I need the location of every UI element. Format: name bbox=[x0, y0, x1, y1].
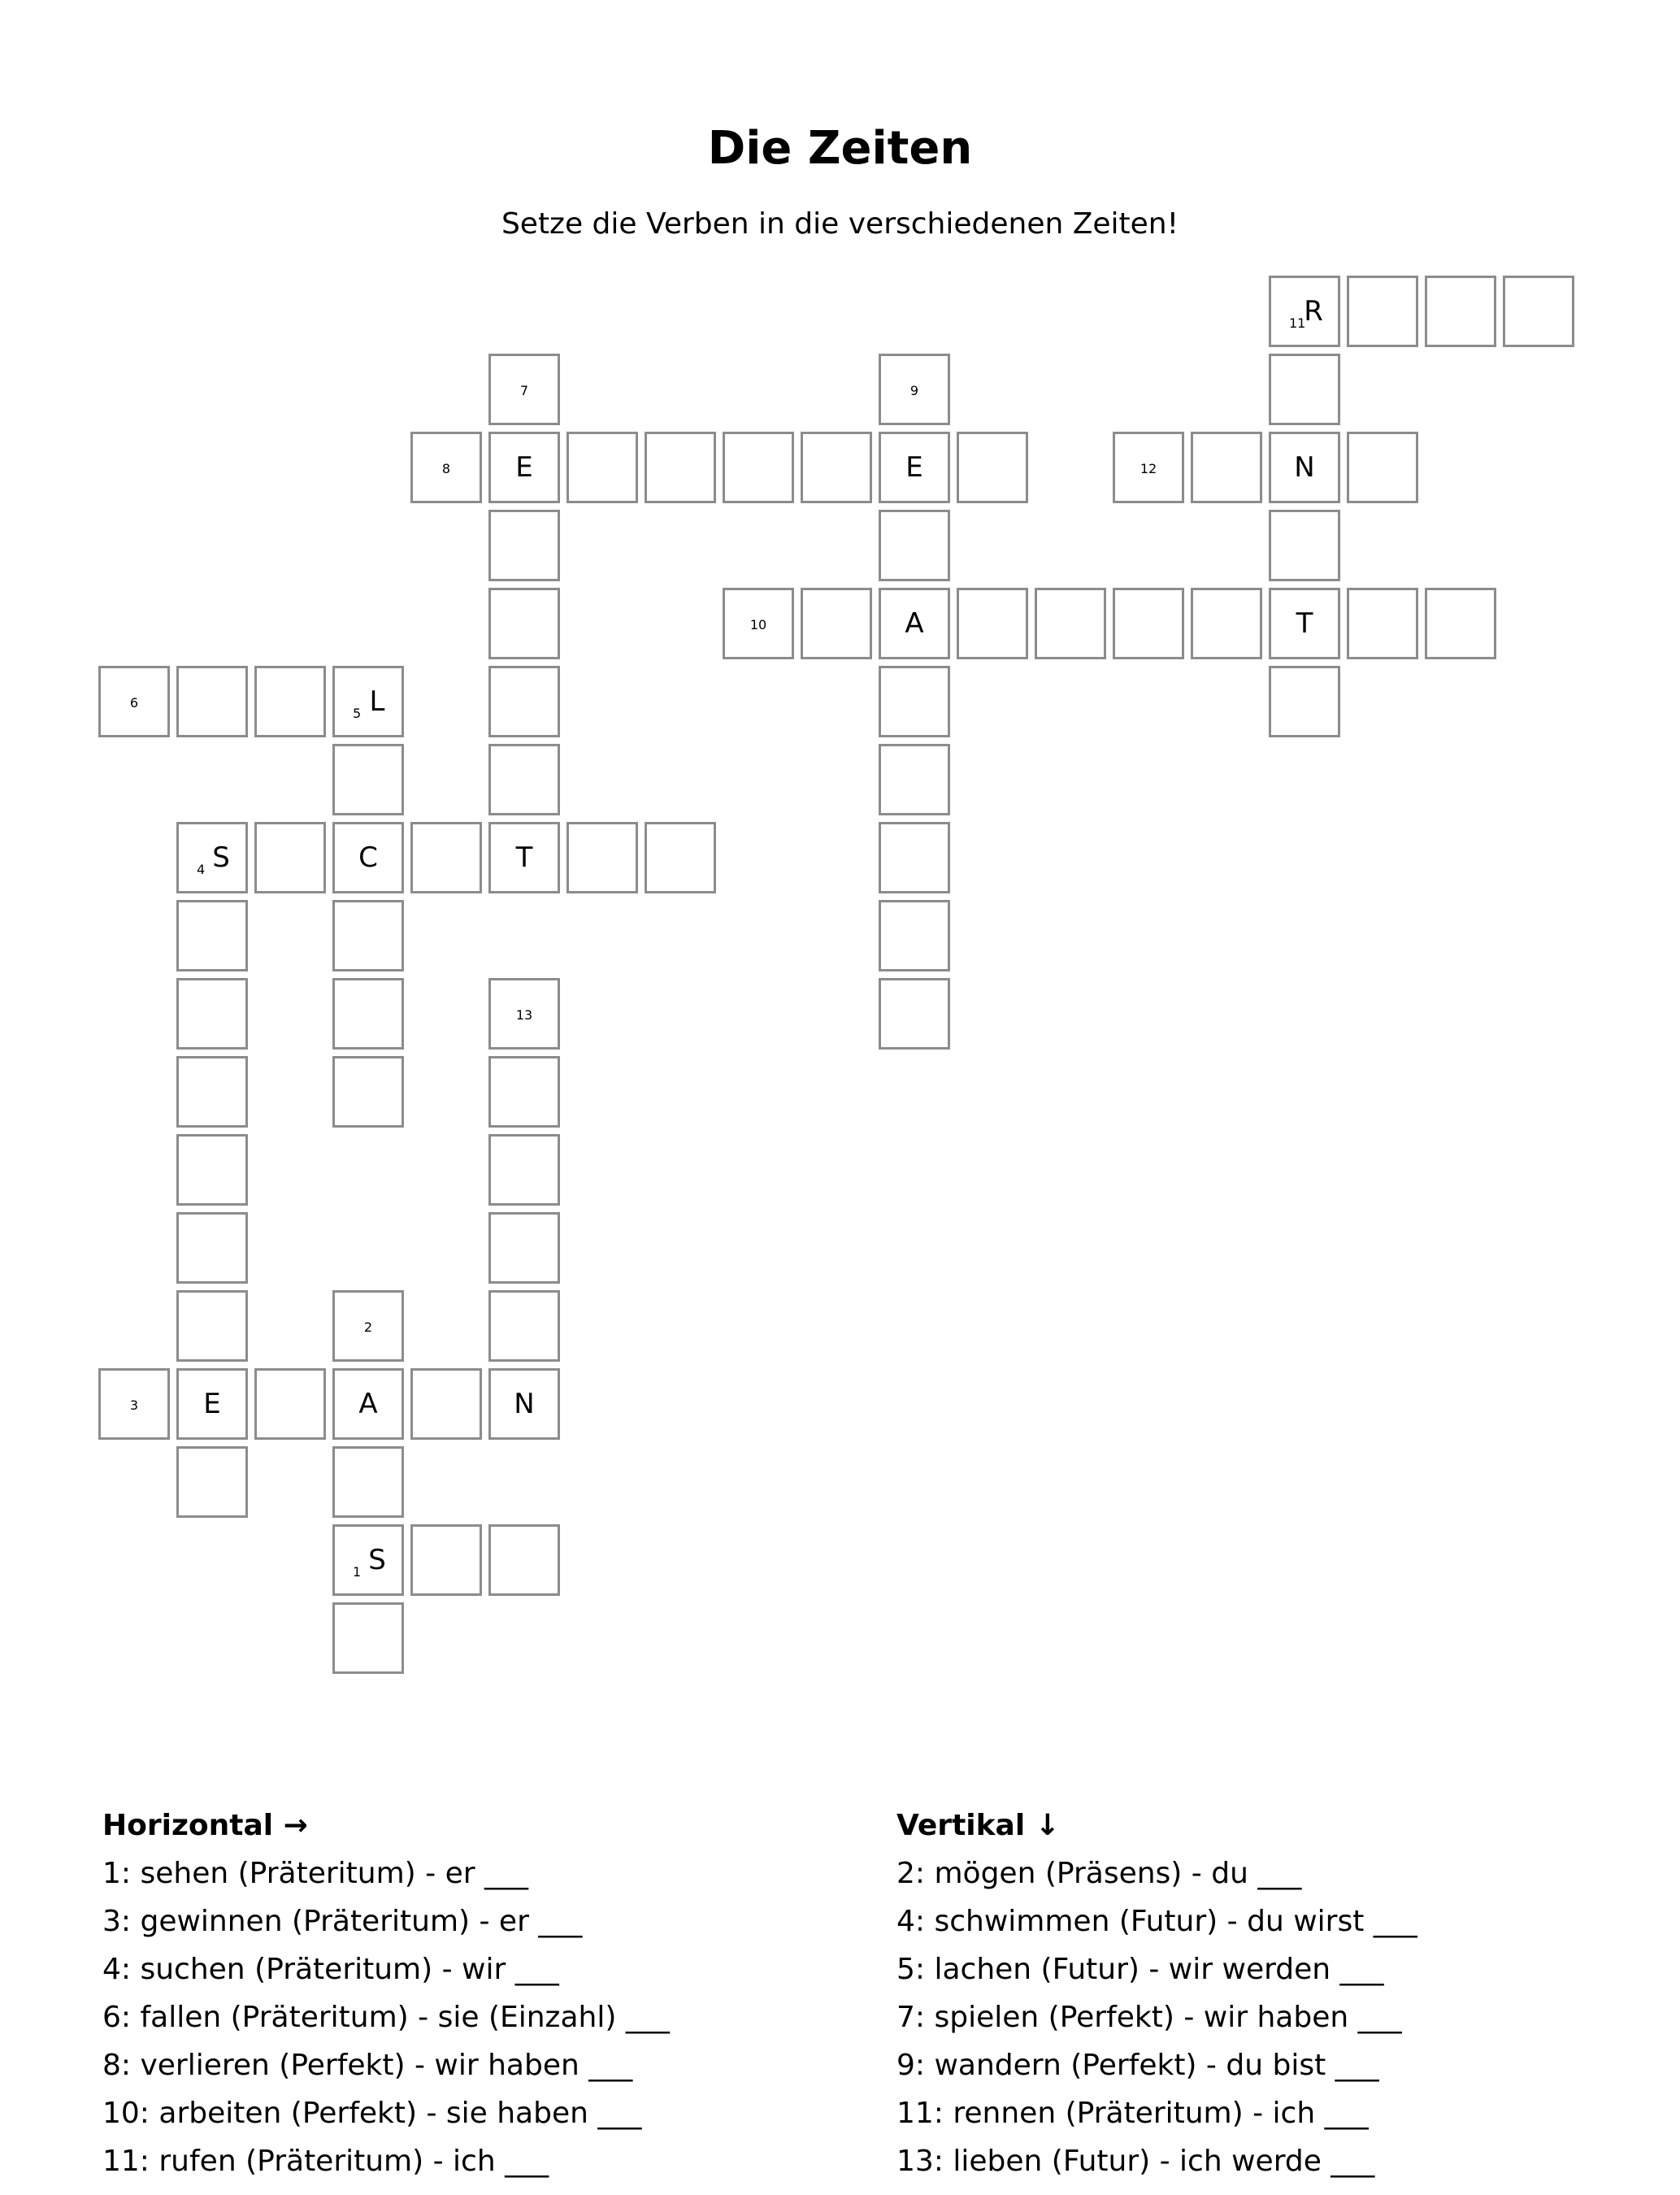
crossword-cell[interactable] bbox=[879, 588, 950, 659]
crossword-cell[interactable] bbox=[410, 1368, 482, 1440]
clue-number: 11 bbox=[1289, 315, 1306, 331]
clue-item: 13: lieben (Futur) - ich werde ___ bbox=[896, 2145, 1375, 2178]
crossword-cell[interactable] bbox=[1035, 588, 1106, 659]
cell-letter: R bbox=[1304, 295, 1323, 328]
crossword-cell[interactable] bbox=[723, 588, 794, 659]
crossword-cell[interactable] bbox=[488, 666, 560, 737]
cell-letter: E bbox=[203, 1388, 221, 1420]
crossword-cell[interactable] bbox=[957, 432, 1028, 503]
crossword-cell[interactable] bbox=[1269, 588, 1340, 659]
crossword-cell[interactable] bbox=[332, 1056, 404, 1128]
vertical-clues bbox=[896, 1802, 1417, 2185]
crossword-cell[interactable] bbox=[176, 978, 248, 1050]
crossword-cell[interactable] bbox=[332, 1524, 404, 1596]
crossword-cell[interactable] bbox=[254, 822, 326, 893]
clue-item: 7: spielen (Perfekt) - wir haben ___ bbox=[896, 2001, 1402, 2034]
crossword-cell[interactable] bbox=[801, 432, 872, 503]
cell-letter: N bbox=[514, 1388, 535, 1420]
crossword-cell[interactable] bbox=[176, 822, 248, 893]
crossword-cell[interactable] bbox=[1269, 510, 1340, 581]
crossword-cell[interactable] bbox=[332, 1446, 404, 1518]
crossword-cell[interactable] bbox=[723, 432, 794, 503]
page-title: Die Zeiten bbox=[707, 122, 973, 175]
crossword-cell[interactable] bbox=[879, 432, 950, 503]
crossword-cell[interactable] bbox=[176, 1368, 248, 1440]
crossword-cell[interactable] bbox=[488, 744, 560, 815]
clue-item: 4: suchen (Präteritum) - wir ___ bbox=[102, 1953, 559, 1986]
clue-number: 5 bbox=[353, 706, 362, 721]
page-subtitle: Setze die Verben in die verschiedenen Zeiten! bbox=[501, 207, 1179, 241]
crossword-cell[interactable] bbox=[98, 1368, 170, 1440]
clue-number: 6 bbox=[129, 695, 139, 711]
crossword-cell[interactable] bbox=[879, 666, 950, 737]
clue-number: 7 bbox=[519, 383, 529, 398]
crossword-cell[interactable] bbox=[879, 900, 950, 971]
clue-item: 8: verlieren (Perfekt) - wir haben ___ bbox=[102, 2049, 633, 2082]
crossword-cell[interactable] bbox=[332, 1602, 404, 1674]
crossword-cell[interactable] bbox=[879, 510, 950, 581]
crossword-cell[interactable] bbox=[176, 666, 248, 737]
crossword-cell[interactable] bbox=[488, 1134, 560, 1206]
crossword-cell[interactable] bbox=[488, 432, 560, 503]
crossword-cell[interactable] bbox=[488, 822, 560, 893]
crossword-cell[interactable] bbox=[488, 510, 560, 581]
crossword-cell[interactable] bbox=[1347, 432, 1418, 503]
clue-number: 12 bbox=[1140, 461, 1157, 476]
crossword-cell[interactable] bbox=[801, 588, 872, 659]
cell-letter: S bbox=[212, 841, 230, 874]
clue-item: 3: gewinnen (Präteritum) - er ___ bbox=[102, 1905, 583, 1938]
crossword-cell[interactable] bbox=[1113, 432, 1184, 503]
clue-item: 4: schwimmen (Futur) - du wirst ___ bbox=[896, 1905, 1417, 1938]
crossword-cell[interactable] bbox=[176, 1134, 248, 1206]
clue-item: 6: fallen (Präteritum) - sie (Einzahl) ___ bbox=[102, 2001, 670, 2034]
crossword-cell[interactable] bbox=[879, 354, 950, 425]
crossword-cell[interactable] bbox=[332, 1290, 404, 1362]
horizontal-clues bbox=[102, 1802, 670, 2185]
vertical-heading: Vertikal ↓ bbox=[896, 1809, 1060, 1842]
cell-letter: A bbox=[905, 607, 924, 640]
cell-letter: N bbox=[1294, 451, 1315, 484]
crossword-cell[interactable] bbox=[488, 1368, 560, 1440]
clue-number: 8 bbox=[441, 461, 451, 476]
crossword-cell[interactable] bbox=[957, 588, 1028, 659]
crossword-cell[interactable] bbox=[176, 1212, 248, 1284]
clue-number: 3 bbox=[129, 1397, 139, 1413]
crossword-cell[interactable] bbox=[332, 822, 404, 893]
crossword-cell[interactable] bbox=[1113, 588, 1184, 659]
crossword-cell[interactable] bbox=[488, 354, 560, 425]
crossword-cell[interactable] bbox=[1503, 276, 1574, 347]
crossword-cell[interactable] bbox=[332, 744, 404, 815]
crossword-cell[interactable] bbox=[488, 1524, 560, 1596]
cell-letter: S bbox=[368, 1544, 386, 1576]
crossword-cell[interactable] bbox=[176, 1290, 248, 1362]
crossword-cell[interactable] bbox=[567, 432, 638, 503]
crossword-cell[interactable] bbox=[488, 1212, 560, 1284]
clue-number: 4 bbox=[197, 862, 206, 877]
clue-item: 2: mögen (Präsens) - du ___ bbox=[896, 1857, 1302, 1890]
clue-item: 11: rennen (Präteritum) - ich ___ bbox=[896, 2097, 1369, 2130]
crossword-cell[interactable] bbox=[879, 744, 950, 815]
crossword-cell[interactable] bbox=[1347, 588, 1418, 659]
crossword-cell[interactable] bbox=[645, 822, 716, 893]
cell-letter: T bbox=[515, 841, 533, 874]
crossword-cell[interactable] bbox=[879, 822, 950, 893]
crossword-cell[interactable] bbox=[332, 1368, 404, 1440]
crossword-cell[interactable] bbox=[488, 978, 560, 1050]
cell-letter: T bbox=[1296, 607, 1313, 640]
clue-item: 9: wandern (Perfekt) - du bist ___ bbox=[896, 2049, 1379, 2082]
crossword-cell[interactable] bbox=[1269, 354, 1340, 425]
crossword-cell[interactable] bbox=[488, 1056, 560, 1128]
cell-letter: C bbox=[358, 841, 378, 874]
crossword-cell[interactable] bbox=[1191, 588, 1262, 659]
crossword-cell[interactable] bbox=[1425, 588, 1496, 659]
crossword-cell[interactable] bbox=[488, 588, 560, 659]
crossword-cell[interactable] bbox=[1269, 432, 1340, 503]
crossword-cell[interactable] bbox=[332, 978, 404, 1050]
clue-item: 1: sehen (Präteritum) - er ___ bbox=[102, 1857, 528, 1890]
crossword-cell[interactable] bbox=[879, 978, 950, 1050]
crossword-cell[interactable] bbox=[332, 666, 404, 737]
cell-letter: E bbox=[515, 451, 533, 484]
crossword-cell[interactable] bbox=[645, 432, 716, 503]
crossword-cell[interactable] bbox=[567, 822, 638, 893]
crossword-cell[interactable] bbox=[1347, 276, 1418, 347]
crossword-cell[interactable] bbox=[98, 666, 170, 737]
clue-number: 2 bbox=[363, 1319, 373, 1335]
clue-number: 13 bbox=[515, 1007, 533, 1023]
crossword-cell[interactable] bbox=[1425, 276, 1496, 347]
crossword-cell[interactable] bbox=[1269, 666, 1340, 737]
crossword-cell[interactable] bbox=[410, 822, 482, 893]
clue-item: 11: rufen (Präteritum) - ich ___ bbox=[102, 2145, 549, 2178]
crossword-cell[interactable] bbox=[410, 1524, 482, 1596]
crossword-cell[interactable] bbox=[1191, 432, 1262, 503]
crossword-cell[interactable] bbox=[1269, 276, 1340, 347]
crossword-cell[interactable] bbox=[176, 900, 248, 971]
crossword-cell[interactable] bbox=[254, 1368, 326, 1440]
crossword-cell[interactable] bbox=[332, 900, 404, 971]
cell-letter: E bbox=[905, 451, 923, 484]
cell-letter: A bbox=[358, 1388, 378, 1420]
clue-number: 1 bbox=[353, 1564, 362, 1580]
crossword-cell[interactable] bbox=[176, 1056, 248, 1128]
crossword-cell[interactable] bbox=[488, 1290, 560, 1362]
crossword-cell[interactable] bbox=[176, 1446, 248, 1518]
clue-item: 10: arbeiten (Perfekt) - sie haben ___ bbox=[102, 2097, 642, 2130]
crossword-cell[interactable] bbox=[410, 432, 482, 503]
clue-number: 9 bbox=[909, 383, 919, 398]
clue-item: 5: lachen (Futur) - wir werden ___ bbox=[896, 1953, 1384, 1986]
cell-letter: L bbox=[369, 685, 385, 718]
crossword-cell[interactable] bbox=[254, 666, 326, 737]
clue-number: 10 bbox=[749, 617, 767, 632]
horizontal-heading: Horizontal → bbox=[102, 1809, 308, 1842]
